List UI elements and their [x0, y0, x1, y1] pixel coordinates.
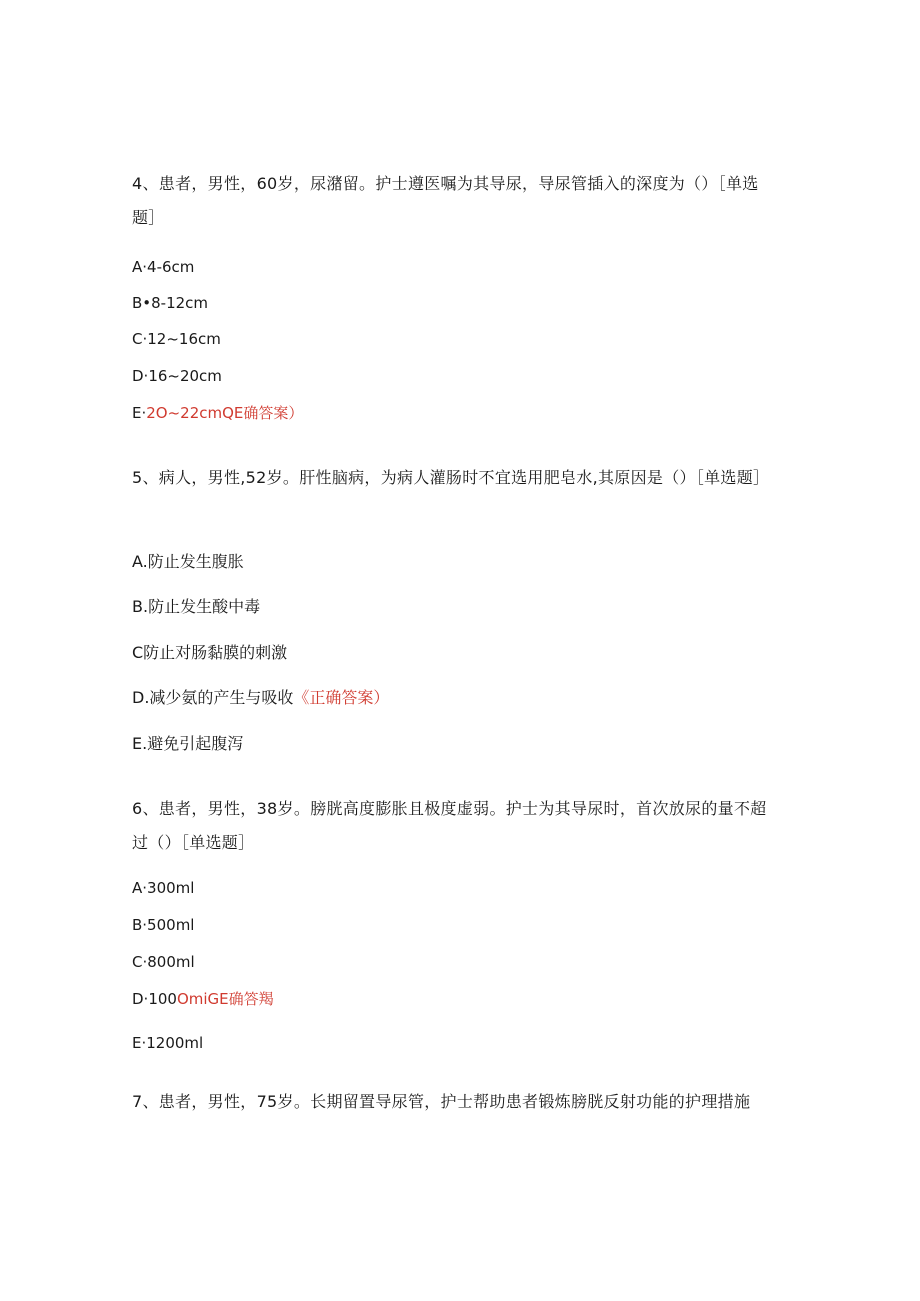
question-5-option-b: B.防止发生酸中毒	[132, 597, 261, 616]
question-4-option-e: E·2O~22cmQE确答案）	[132, 404, 304, 422]
correct-answer-mark: 《正确答案）	[293, 688, 390, 707]
question-6-text: 6、患者，男性，38岁。膀胱高度膨胀且极度虚弱。护士为其导尿时，首次放尿的量不超过（）［单选题］	[132, 799, 767, 852]
correct-answer-mark: 2O~22cmQE确答案）	[146, 404, 304, 422]
question-5-option-d: D.减少氨的产生与吸收《正确答案）	[132, 688, 390, 707]
question-5-option-e: E.避免引起腹泻	[132, 734, 244, 753]
question-5-text: 5、病人，男性,52岁。肝性脑病，为病人灌肠时不宜选用肥皂水,其原因是（）［单选题］	[132, 468, 770, 487]
question-5-option-a: A.防止发生腹胀	[132, 552, 244, 571]
question-6-option-d: D·100OmiGE确答羯	[132, 990, 274, 1008]
question-5-option-c: C防止对肠黏膜的刺激	[132, 643, 288, 662]
question-6-option-e: E·1200ml	[132, 1034, 204, 1052]
question-4-option-b: B•8-12cm	[132, 294, 209, 312]
question-6-option-b: B·500ml	[132, 916, 195, 934]
question-6-option-c: C·800ml	[132, 953, 195, 971]
question-4-text: 4、患者，男性，60岁，尿潴留。护士遵医嘱为其导尿，导尿管插入的深度为（）［单选题］	[132, 174, 759, 227]
question-4-option-c: C·12~16cm	[132, 330, 221, 348]
question-4-option-d: D·16~20cm	[132, 367, 222, 385]
question-4-option-a: A·4-6cm	[132, 258, 195, 276]
question-7-text: 7、患者，男性，75岁。长期留置导尿管，护士帮助患者锻炼膀胱反射功能的护理措施	[132, 1092, 751, 1111]
correct-answer-mark: OmiGE确答羯	[176, 990, 274, 1008]
question-6-option-a: A·300ml	[132, 879, 195, 897]
